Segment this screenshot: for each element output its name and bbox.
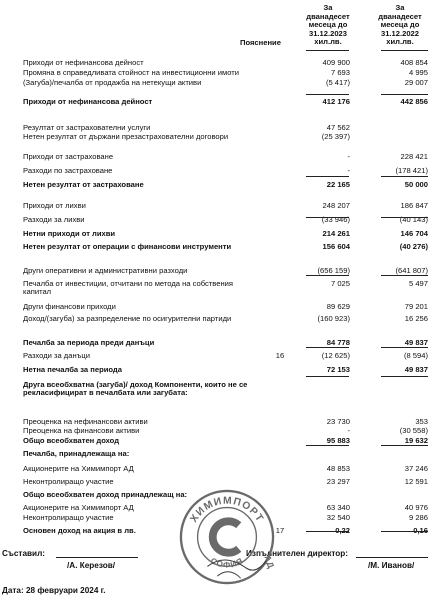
value-2023: 22 165 <box>326 180 350 189</box>
row-label: Приходи от застраховане <box>23 152 114 161</box>
row-label: Основен доход на акция в лв. <box>23 526 136 535</box>
value-2023: - <box>347 152 350 161</box>
rule-2023 <box>306 347 349 348</box>
report-date: Дата: 28 февруари 2024 г. <box>2 586 106 595</box>
header-2022-line2: дванадесет <box>378 11 422 21</box>
director-label: Изпълнителен директор: <box>246 549 348 558</box>
row-label: Друга всеобхватна (загуба)/ доход Компоненти, които не се рекласифицират в печалбата или загубата: <box>23 380 248 398</box>
row-label: Общо всеобхватен доход принадлежащ на: <box>23 490 188 499</box>
column-header-2022 <box>369 4 431 47</box>
value-2023: 214 261 <box>322 229 350 238</box>
value-2022: 37 246 <box>404 464 428 473</box>
director-signature-line <box>356 557 428 558</box>
stamp-text-side: АД <box>262 553 276 570</box>
header-2023-line2: дванадесет <box>306 11 350 21</box>
rule-2022 <box>381 531 428 532</box>
value-2022: 29 007 <box>404 78 428 87</box>
row-label: Приходи от нефинансова дейност <box>23 58 144 67</box>
row-label: Разходи за лихви <box>23 215 85 224</box>
compiled-by-label: Съставил: <box>2 549 45 558</box>
value-2023: 47 562 <box>326 123 350 132</box>
value-2022: 50 000 <box>404 180 428 189</box>
rule-2022 <box>381 217 428 218</box>
value-2022: (178 421) <box>395 166 428 175</box>
director-name: /М. Иванов/ <box>368 561 415 570</box>
value-2022: 19 632 <box>404 436 428 445</box>
header-2023-line4: 31.12.2023 <box>308 28 347 38</box>
value-2023: - <box>347 426 350 435</box>
value-2023: (25 397) <box>321 132 350 141</box>
header-2022-line3: месеца до <box>380 20 420 30</box>
header-rule <box>381 50 428 51</box>
row-label: Доход/(загуба) за разпределение по осигурителни партиди <box>23 314 232 323</box>
row-label: Разходи за данъци <box>23 351 90 360</box>
row-label: Акционерите на Химимпорт АД <box>23 464 134 473</box>
value-2023: 89 629 <box>326 302 350 311</box>
rule-2022 <box>381 445 428 446</box>
row-label: Нетни приходи от лихви <box>23 229 116 238</box>
value-2023: 409 900 <box>322 58 350 67</box>
row-label: Нетен резултат от застраховане <box>23 180 144 189</box>
rule-2022 <box>381 275 428 276</box>
value-2022: 186 847 <box>400 201 428 210</box>
header-2022-line5: хил.лв. <box>386 37 414 47</box>
value-2023: 95 883 <box>326 436 350 445</box>
row-label: Неконтролиращо участие <box>23 477 114 486</box>
value-2022: 4 995 <box>408 68 428 77</box>
row-label: Преоценка на финансови активи <box>23 426 140 435</box>
value-2022: 442 856 <box>400 97 428 106</box>
row-label: Други финансови приходи <box>23 302 116 311</box>
stamp-text-bottom: СОФИЯ <box>208 555 246 570</box>
rule-2022 <box>381 94 428 95</box>
rule-2022 <box>381 176 428 177</box>
value-2023: - <box>347 166 350 175</box>
value-2022: 228 421 <box>400 152 428 161</box>
value-2023: 63 340 <box>326 503 350 512</box>
value-2022: 16 256 <box>404 314 428 323</box>
value-2023: 7 693 <box>330 68 350 77</box>
row-label: Акционерите на Химимпорт АД <box>23 503 134 512</box>
rule-2022 <box>381 347 428 348</box>
value-2023: 23 730 <box>326 417 350 426</box>
value-2023: (160 923) <box>317 314 350 323</box>
header-2022-line1: За <box>395 3 405 12</box>
value-2022: (641 807) <box>395 266 428 275</box>
row-label: Разходи по застраховане <box>23 166 113 175</box>
rule-2023 <box>306 176 349 177</box>
row-label: Преоценка на нефинансови активи <box>23 417 148 426</box>
stamp-text-top: ХИМИМПОРТ <box>188 495 266 525</box>
value-2023: 72 153 <box>326 365 350 374</box>
rule-2023 <box>306 94 349 95</box>
value-2022: 408 854 <box>400 58 428 67</box>
rule-2023 <box>306 376 349 377</box>
value-2023: 7 025 <box>330 279 350 288</box>
value-2023: (12 625) <box>321 351 350 360</box>
row-label: Други оперативни и административни разходи <box>23 266 188 275</box>
rule-2023 <box>306 531 349 532</box>
row-label: Печалба от инвестиции, отчитани по метода на собствения капитал <box>23 279 234 297</box>
value-2022: 0,16 <box>413 526 428 535</box>
row-label: Печалба, принадлежаща на: <box>23 449 130 458</box>
value-2023: 32 540 <box>326 513 350 522</box>
value-2023: (33 946) <box>321 215 350 224</box>
value-2022: 49 837 <box>404 365 428 374</box>
value-2023: (656 159) <box>317 266 350 275</box>
row-note: 16 <box>275 351 285 360</box>
value-2022: 9 286 <box>408 513 428 522</box>
value-2022: 12 591 <box>404 477 428 486</box>
value-2022: (8 594) <box>403 351 428 360</box>
rule-2023 <box>306 445 349 446</box>
row-label: Резултат от застрахователни услуги <box>23 123 151 132</box>
value-2022: 40 976 <box>404 503 428 512</box>
value-2022: 146 704 <box>400 229 428 238</box>
rule-2022 <box>381 376 428 377</box>
value-2022: 79 201 <box>404 302 428 311</box>
value-2022: 5 497 <box>408 279 428 288</box>
row-label: Печалба за периода преди данъци <box>23 338 155 347</box>
value-2023: 23 297 <box>326 477 350 486</box>
value-2023: (5 417) <box>325 78 350 87</box>
value-2023: 156 604 <box>322 242 350 251</box>
row-label: Промяна в справедливата стойност на инвестиционни имоти <box>23 68 240 77</box>
header-2023-line3: месеца до <box>308 20 348 30</box>
column-header-2023 <box>300 4 356 47</box>
compiled-by-name: /А. Керезов/ <box>67 561 116 570</box>
header-rule <box>306 50 349 51</box>
value-2022: (30 558) <box>399 426 428 435</box>
row-label: Неконтролиращо участие <box>23 513 114 522</box>
value-2023: 248 207 <box>322 201 350 210</box>
value-2023: 84 778 <box>326 338 350 347</box>
value-2022: (40 276) <box>399 242 428 251</box>
compiled-signature-line <box>56 557 138 558</box>
row-label: Приходи от нефинансова дейност <box>23 97 153 106</box>
row-note: 17 <box>275 526 285 535</box>
value-2022: 353 <box>415 417 428 426</box>
header-2023-line1: За <box>323 3 333 12</box>
company-stamp <box>178 488 276 586</box>
row-label: Общо всеобхватен доход <box>23 436 120 445</box>
value-2023: 0,22 <box>335 526 350 535</box>
value-2022: (40 143) <box>399 215 428 224</box>
row-label: Приходи от лихви <box>23 201 86 210</box>
value-2023: 48 853 <box>326 464 350 473</box>
rule-2023 <box>306 275 349 276</box>
rule-2023 <box>306 217 349 218</box>
row-label: Нетен резултат от операции с финансови инструменти <box>23 242 232 251</box>
value-2023: 412 176 <box>322 97 350 106</box>
value-2022: 49 837 <box>404 338 428 347</box>
row-label: Нетен резултат от държани презастрахователни договори <box>23 132 229 141</box>
header-2022-line4: 31.12.2022 <box>380 28 419 38</box>
row-label: Нетна печалба за периода <box>23 365 122 374</box>
row-label: (Загуба)/печалба от продажба на нетекущи активи <box>23 78 202 87</box>
column-header-note: Пояснение <box>240 38 281 47</box>
header-2023-line5: хил.лв. <box>314 37 342 47</box>
